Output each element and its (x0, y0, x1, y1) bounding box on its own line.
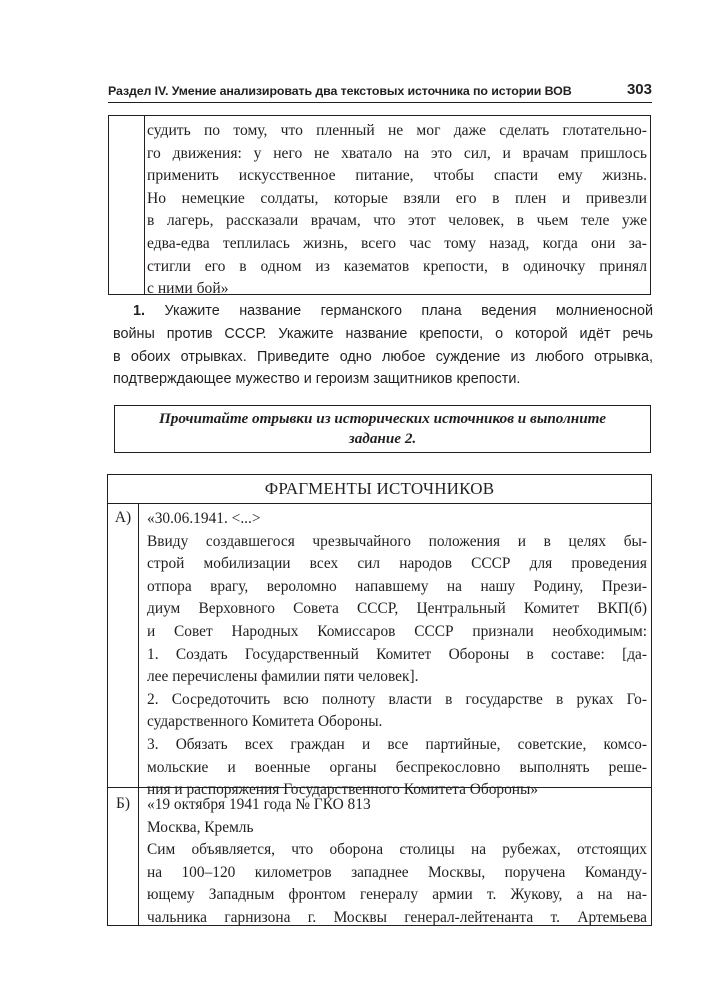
fragments-title: ФРАГМЕНТЫ ИСТОЧНИКОВ (108, 475, 651, 504)
instruction-line: Прочитайте отрывки из исторических источников и выполните (158, 410, 607, 427)
text-line: мольские и военные органы беспрекословно выполнять реше- (147, 758, 647, 776)
continued-label-column (109, 116, 145, 294)
page-number: 303 (626, 81, 652, 98)
header-rule (108, 102, 652, 103)
text-line: ния и распоряжения Государственного Комитета Обороны» (147, 781, 539, 799)
text-line: Сим объявляется, что оборона столицы на рубежах, отстоящих (147, 841, 647, 859)
text-line: «30.06.1941. <...> (147, 510, 261, 527)
row-label-b: Б) (116, 795, 130, 812)
task-line: в обоих отрывках. Приведите одно любое суждение из любого отрывка, (113, 348, 653, 365)
text-line: 1. Создать Государственный Комитет Обороны в составе: [да- (147, 645, 647, 663)
text-line: диум Верховного Совета СССР, Центральный Комитет ВКП(б) (147, 600, 647, 618)
text-line: чальника гарнизона г. Москвы генерал-лейтенанта т. Артемьева (147, 908, 647, 926)
text-line: 3. Обязать всех граждан и все партийные, советские, комсо- (147, 735, 647, 753)
running-header (108, 80, 652, 104)
task-1 (113, 300, 653, 391)
text-line: го движения: у него не хватало на это сил, и врачам пришлось (147, 144, 647, 162)
text-line: в лагерь, рассказали врачам, что этот человек, в чьем теле уже (147, 212, 647, 230)
fragment-b-text (147, 794, 647, 930)
running-title: Раздел IV. Умение анализировать два текстовых источника по истории ВОВ (108, 84, 572, 98)
instruction-box (114, 405, 651, 453)
text-line: 2. Сосредоточить всю полноту власти в государстве в руках Го- (147, 690, 647, 708)
task-number: 1. (133, 303, 146, 319)
text-line: ющему Западным фронтом генералу армии т. Жукову, а на на- (147, 886, 647, 904)
text-line: отпора врагу, вероломно напавшему на нашу Родину, Прези- (147, 577, 647, 595)
text-line: строй мобилизации всех сил народов СССР для проведения (147, 555, 647, 573)
instruction-line: задание 2. (348, 430, 417, 447)
text-line: на 100–120 километров западнее Москвы, поручена Команду- (147, 863, 647, 881)
text-line: сударственного Комитета Обороны. (147, 713, 383, 731)
fragment-a-text (147, 508, 647, 802)
text-line: с ними бой» (147, 280, 229, 298)
text-line: едва-едва теплилась жизнь, всего час тому назад, когда они за- (147, 234, 647, 252)
continued-fragment-text (147, 120, 647, 301)
task-text: Укажите название германского плана ведения молниеносной (164, 303, 654, 319)
row-label-a: А) (114, 509, 132, 526)
text-line: судить по тому, что пленный не мог даже сделать глотательно- (147, 122, 647, 139)
task-line (113, 300, 653, 323)
task-line: войны против СССР. Укажите название крепости, о которой идёт речь (113, 325, 653, 342)
text-line: Но немецкие солдаты, которые взяли его в плен и привезли (147, 189, 647, 207)
fragments-table (107, 474, 652, 926)
text-line: стигли его в одном из казематов крепости, в одиночку принял (147, 257, 647, 275)
text-line: «19 октября 1941 года № ГКО 813 (147, 796, 371, 813)
task-line: подтверждающее мужество и героизм защитников крепости. (113, 371, 521, 388)
text-line: лее перечислены фамилии пяти человек]. (147, 668, 419, 686)
text-line: Ввиду создавшегося чрезвычайного положения и в целях бы- (147, 532, 647, 550)
table-divider (138, 503, 139, 925)
text-line: Москва, Кремль (147, 818, 254, 836)
text-line: применить искусственное питание, чтобы спасти ему жизнь. (147, 167, 647, 185)
text-line: и Совет Народных Комиссаров СССР признали необходимым: (147, 622, 647, 640)
